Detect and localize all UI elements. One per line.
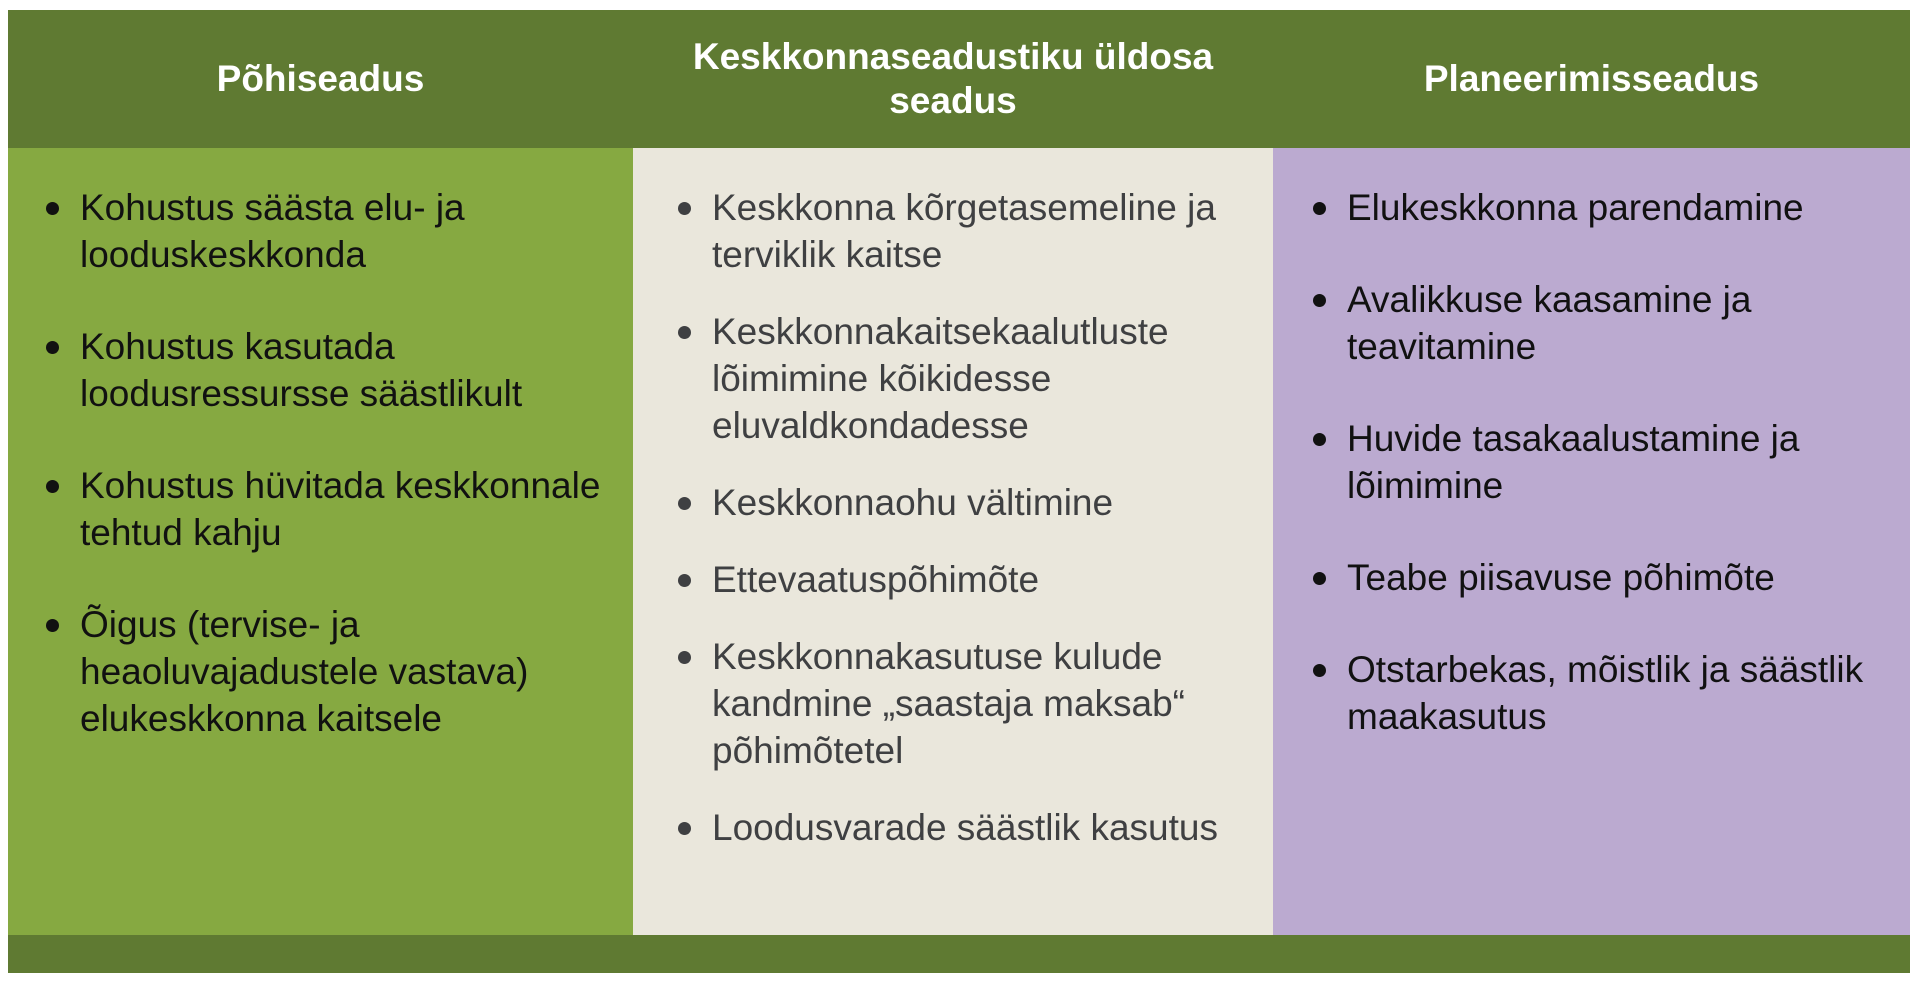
item-text: Avalikkuse kaasamine ja teavitamine bbox=[1347, 279, 1752, 367]
header-keskkonnaseadustik: Keskkonnaseadustiku üldosa seadus bbox=[692, 36, 1214, 121]
bullet-icon bbox=[678, 202, 691, 215]
list-item bbox=[46, 601, 615, 742]
bullet-icon bbox=[678, 822, 691, 835]
item-text: Kohustus kasutada loodusressursse säästlikult bbox=[80, 326, 523, 414]
list-item bbox=[1313, 415, 1892, 509]
list-item bbox=[678, 184, 1255, 278]
item-text: Kohustus hüvitada keskkonnale tehtud kahju bbox=[80, 465, 601, 553]
list-item bbox=[678, 308, 1255, 449]
bullet-icon bbox=[46, 202, 59, 215]
list-item bbox=[1313, 184, 1892, 231]
bullet-icon bbox=[1313, 433, 1326, 446]
list-item bbox=[1313, 646, 1892, 740]
body-row bbox=[8, 148, 1910, 935]
bullet-icon bbox=[46, 619, 59, 632]
bullet-icon bbox=[1313, 202, 1326, 215]
planeerimisseadus-list bbox=[1313, 184, 1892, 740]
bullet-icon bbox=[678, 574, 691, 587]
list-item bbox=[46, 184, 615, 278]
item-text: Otstarbekas, mõistlik ja säästlik maakasutus bbox=[1347, 649, 1864, 737]
item-text: Õigus (tervise- ja heaoluvajadustele vastava) elukeskkonna kaitsele bbox=[80, 604, 529, 739]
bullet-icon bbox=[678, 497, 691, 510]
item-text: Huvide tasakaalustamine ja lõimimine bbox=[1347, 418, 1800, 506]
list-item bbox=[1313, 276, 1892, 370]
list-item bbox=[678, 479, 1255, 526]
header-planeerimisseadus: Planeerimisseadus bbox=[1423, 58, 1760, 99]
law-principles-table bbox=[8, 10, 1910, 973]
item-text: Keskkonnakasutuse kulude kandmine „saastaja maksab“ põhimõtetel bbox=[712, 636, 1185, 771]
list-item bbox=[678, 556, 1255, 603]
bullet-icon bbox=[678, 651, 691, 664]
bullet-icon bbox=[46, 341, 59, 354]
bullet-icon bbox=[1313, 664, 1326, 677]
item-text: Keskkonnakaitsekaalutluste lõimimine kõikidesse eluvaldkondadesse bbox=[712, 311, 1169, 446]
item-text: Kohustus säästa elu- ja looduskeskkonda bbox=[80, 187, 465, 275]
item-text: Elukeskkonna parendamine bbox=[1347, 187, 1804, 228]
footer-bar bbox=[8, 935, 1910, 973]
keskkonnaseadustik-list bbox=[678, 184, 1255, 851]
bullet-icon bbox=[46, 480, 59, 493]
list-item bbox=[678, 804, 1255, 851]
item-text: Loodusvarade säästlik kasutus bbox=[712, 807, 1218, 848]
bullet-icon bbox=[1313, 572, 1326, 585]
item-text: Keskkonna kõrgetasemeline ja terviklik kaitse bbox=[712, 187, 1216, 275]
header-row bbox=[8, 10, 1910, 148]
bullet-icon bbox=[678, 326, 691, 339]
list-item bbox=[1313, 554, 1892, 601]
column-keskkonnaseadustik bbox=[633, 148, 1273, 935]
column-pohiseadus bbox=[8, 148, 633, 935]
list-item bbox=[46, 323, 615, 417]
column-planeerimisseadus bbox=[1273, 148, 1910, 935]
pohiseadus-list bbox=[46, 184, 615, 742]
list-item bbox=[46, 462, 615, 556]
item-text: Ettevaatuspõhimõte bbox=[712, 559, 1040, 600]
item-text: Teabe piisavuse põhimõte bbox=[1347, 557, 1775, 598]
header-pohiseadus: Põhiseadus bbox=[216, 58, 425, 99]
item-text: Keskkonnaohu vältimine bbox=[712, 482, 1114, 523]
list-item bbox=[678, 633, 1255, 774]
bullet-icon bbox=[1313, 294, 1326, 307]
